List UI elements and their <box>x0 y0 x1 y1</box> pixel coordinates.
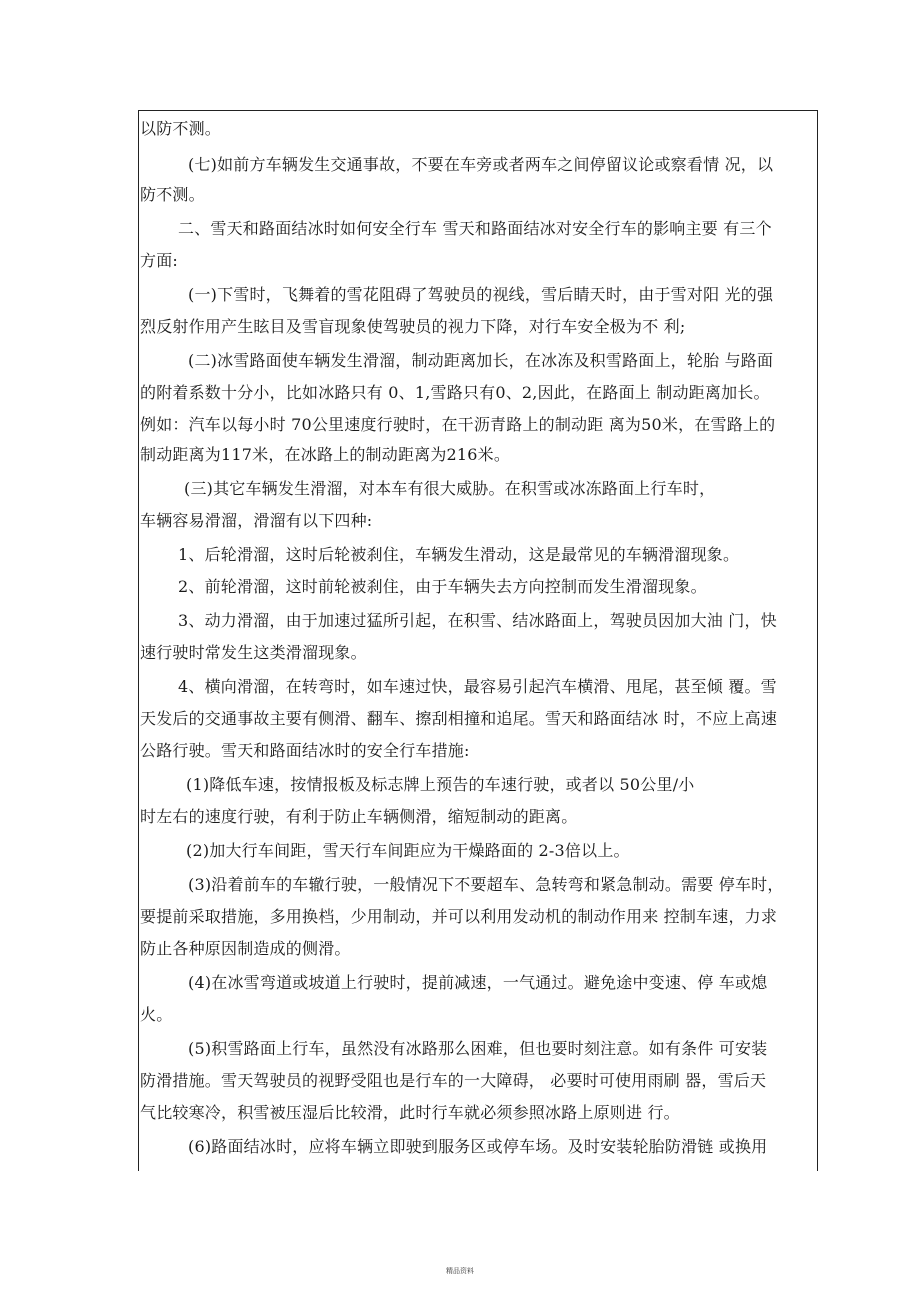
text-line: 烈反射作用产生眩目及雪盲现象使驾驶员的视力下降，对行车安全极为不 利; <box>140 317 686 336</box>
text-line: 方面: <box>140 251 178 270</box>
text-line: 要提前采取措施，多用换档，少用制动，并可以利用发动机的制动作用来 控制车速，力求 <box>140 907 778 926</box>
text-line: 车辆容易滑溜，滑溜有以下四种: <box>140 511 373 530</box>
text-line: 制动距离为117米，在冰路上的制动距离为216米。 <box>140 445 511 464</box>
text-line: 2、前轮滑溜，这时前轮被刹住，由于车辆失去方向控制而发生滑溜现象。 <box>178 577 707 596</box>
text-line: 的附着系数十分小，比如冰路只有 0、1,雪路只有0、2,因此，在路面上 制动距离加长。 <box>140 383 770 402</box>
text-line: (2)加大行车间距，雪天行车间距应为干燥路面的 2-3倍以上。 <box>186 841 630 860</box>
text-line: (1)降低车速，按情报板及标志牌上预告的车速行驶，或者以 50公里/小 <box>186 775 695 794</box>
text-line: 防止各种原因制造成的侧滑。 <box>140 939 351 958</box>
page-footer-label: 精品资料 <box>446 1267 474 1275</box>
text-line: (七)如前方车辆发生交通事故，不要在车旁或者两车之间停留议论或察看情 况，以 <box>188 155 774 174</box>
text-line: (一)下雪时，飞舞着的雪花阻碍了驾驶员的视线，雪后睛天时，由于雪对阳 光的强 <box>188 285 774 304</box>
text-line: (6)路面结冰时，应将车辆立即驶到服务区或停车场。及时安装轮胎防滑链 或换用 <box>188 1137 768 1156</box>
text-line: 4、横向滑溜，在转弯时，如车速过快，最容易引起汽车横滑、甩尾，甚至倾 覆。雪 <box>178 677 777 696</box>
text-line: 防滑措施。雪天驾驶员的视野受阻也是行车的一大障碍， 必要时可使用雨刷 器，雪后天 <box>140 1071 767 1090</box>
text-line: 火。 <box>140 1005 173 1024</box>
text-line: 3、动力滑溜，由于加速过猛所引起，在积雪、结冰路面上，驾驶员因加大油 门，快 <box>178 611 777 630</box>
text-line: 以防不测。 <box>140 119 222 138</box>
text-line: (二)冰雪路面使车辆发生滑溜，制动距离加长，在冰冻及积雪路面上，轮胎 与路面 <box>188 351 774 370</box>
text-line: 气比较寒冷，积雪被压湿后比较滑，此时行车就必须参照冰路上原则进 行。 <box>140 1103 680 1122</box>
text-line: 1、后轮滑溜，这时后轮被刹住，车辆发生滑动，这是最常见的车辆滑溜现象。 <box>178 545 740 564</box>
text-line: 例如：汽车以每小时 70公里速度行驶时，在干沥青路上的制动距 离为50米，在雪路上的 <box>140 415 776 434</box>
text-line: 防不测。 <box>140 185 205 204</box>
text-line: 二、雪天和路面结冰时如何安全行车 雪天和路面结冰对安全行车的影响主要 有三个 <box>178 219 772 238</box>
text-line: 速行驶时常发生这类滑溜现象。 <box>140 643 367 662</box>
text-line: (3)沿着前车的车辙行驶，一般情况下不要超车、急转弯和紧急制动。需要 停车时， <box>188 875 784 894</box>
text-line: 时左右的速度行驶，有利于防止车辆侧滑，缩短制动的距离。 <box>140 807 578 826</box>
text-line: (4)在冰雪弯道或坡道上行驶时，提前减速，一气通过。避免途中变速、停 车或熄 <box>188 973 768 992</box>
text-line: (5)积雪路面上行车，虽然没有冰路那么困难，但也要时刻注意。如有条件 可安装 <box>188 1039 768 1058</box>
text-line: (三)其它车辆发生滑溜，对本车有很大威胁。在积雪或冰冻路面上行车时， <box>184 479 716 498</box>
text-line: 公路行驶。雪天和路面结冰时的安全行车措施: <box>140 741 470 760</box>
text-line: 天发后的交通事故主要有侧滑、翻车、擦刮相撞和追尾。雪天和路面结冰 时，不应上高速 <box>140 709 778 728</box>
